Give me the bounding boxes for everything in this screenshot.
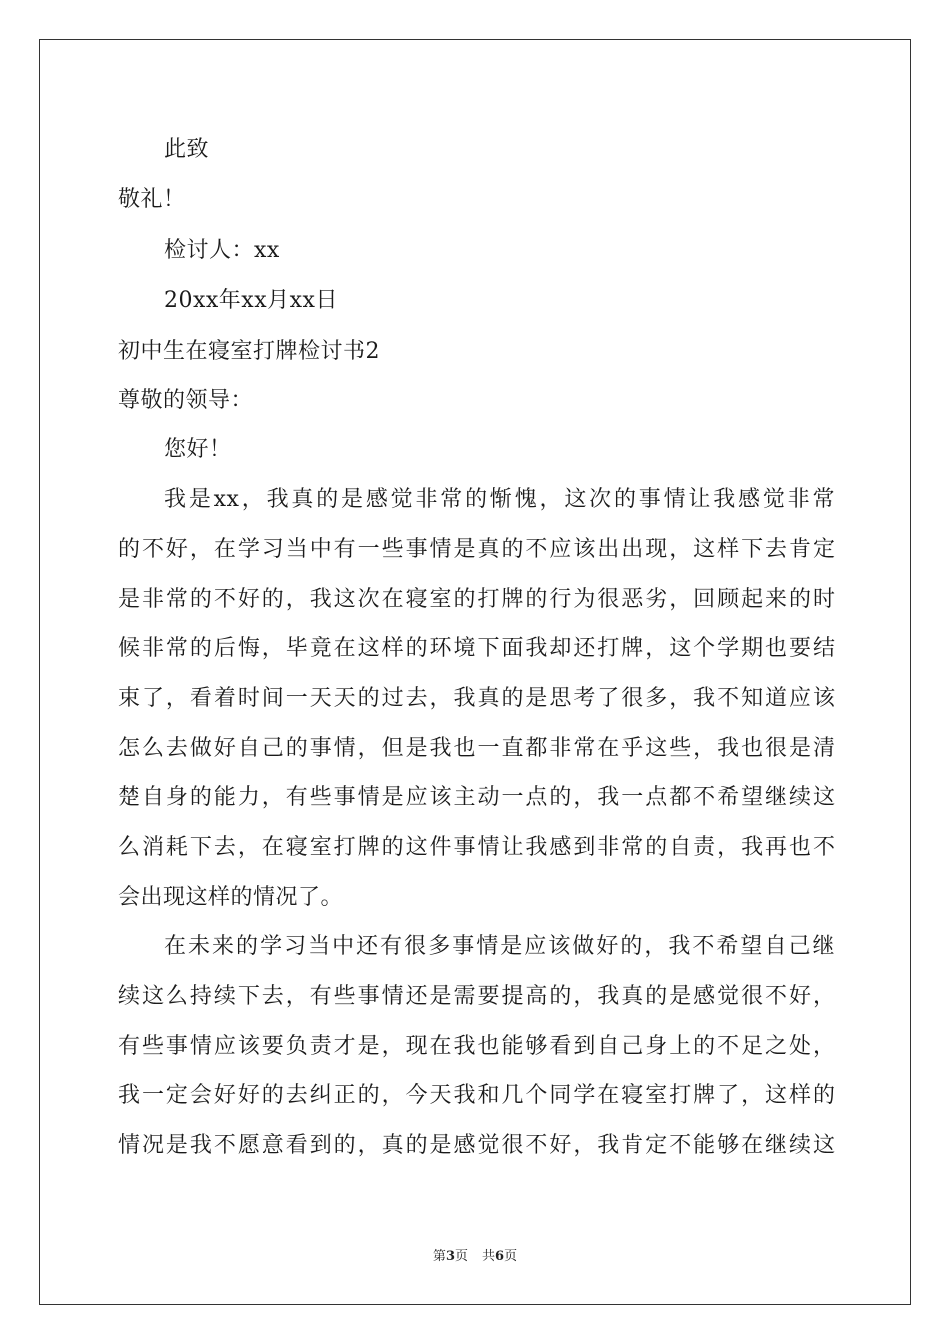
total-suffix: 页 <box>504 1249 518 1264</box>
page-footer <box>0 1248 950 1266</box>
paragraph1-line: 的不好，在学习当中有一些事情是真的不应该出出现，这样下去肯定 <box>118 537 835 562</box>
paragraph1-line: 怎么去做好自己的事情，但是我也一直都非常在乎这些，我也很是清 <box>118 736 835 761</box>
paragraph1-line: 楚自身的能力，有些事情是应该主动一点的，我一点都不希望继续这 <box>118 785 835 810</box>
closing-regards: 敬礼！ <box>118 187 186 212</box>
paragraph1-line: 是非常的不好的，我这次在寝室的打牌的行为很恶劣，回顾起来的时 <box>118 587 835 612</box>
paragraph2-line: 续这么持续下去，有些事情还是需要提高的，我真的是感觉很不好， <box>118 984 835 1009</box>
page-border <box>39 39 911 1305</box>
signer-line: 检讨人：xx <box>164 238 280 263</box>
paragraph2-line: 在未来的学习当中还有很多事情是应该做好的，我不希望自己继 <box>164 934 835 959</box>
page-prefix: 第 <box>432 1249 446 1264</box>
paragraph1-line: 候非常的后悔，毕竟在这样的环境下面我却还打牌，这个学期也要结 <box>118 636 835 661</box>
hello-line: 您好！ <box>164 437 232 462</box>
total-prefix: 共 <box>482 1249 496 1264</box>
page-number: 3 <box>445 1249 455 1264</box>
total-pages: 6 <box>495 1249 505 1264</box>
paragraph2-line: 有些事情应该要负责才是，现在我也能够看到自己身上的不足之处， <box>118 1034 835 1059</box>
paragraph1-line: 束了，看着时间一天天的过去，我真的是思考了很多，我不知道应该 <box>118 686 835 711</box>
closing-salutation: 此致 <box>164 137 210 162</box>
page-suffix: 页 <box>454 1249 468 1264</box>
paragraph1-line: 我是xx，我真的是感觉非常的惭愧，这次的事情让我感觉非常 <box>164 487 835 512</box>
document-title: 初中生在寝室打牌检讨书2 <box>118 339 380 364</box>
paragraph1-line: 么消耗下去，在寝室打牌的这件事情让我感到非常的自责，我再也不 <box>118 835 835 860</box>
greeting: 尊敬的领导： <box>118 388 254 413</box>
paragraph1-line: 会出现这样的情况了。 <box>118 885 344 910</box>
paragraph2-line: 情况是我不愿意看到的，真的是感觉很不好，我肯定不能够在继续这 <box>118 1133 835 1158</box>
paragraph2-line: 我一定会好好的去纠正的，今天我和几个同学在寝室打牌了，这样的 <box>118 1083 835 1108</box>
date-line: 20xx年xx月xx日 <box>164 288 338 313</box>
